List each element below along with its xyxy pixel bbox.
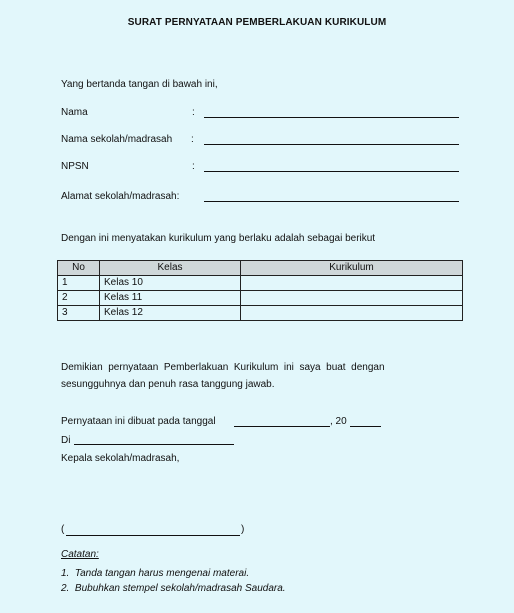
cell-kelas: Kelas 11 [100,291,241,306]
statement-text: Dengan ini menyatakan kurikulum yang berlaku adalah sebagai berikut [61,233,376,244]
date-label: Pernyataan ini dibuat pada tanggal [61,416,216,427]
column-header-kurikulum: Kurikulum [241,261,463,276]
cell-no: 2 [58,291,100,306]
field-label-nama: Nama [61,107,88,118]
cell-no: 1 [58,276,100,291]
place-line[interactable] [74,444,234,445]
signature-line[interactable] [66,535,240,536]
table-header-row [58,261,463,276]
field-line-nama[interactable] [204,117,459,118]
curriculum-table [57,260,463,321]
note-item: 1. Tanda tangan harus mengenai materai. [61,568,250,579]
cell-kelas: Kelas 12 [100,306,241,321]
column-header-no: No [58,261,100,276]
note-item: 2. Bubuhkan stempel sekolah/madrasah Saudara. [61,583,286,594]
document-title: SURAT PERNYATAAN PEMBERLAKUAN KURIKULUM [127,17,387,28]
field-label-nama-sekolah: Nama sekolah/madrasah [61,134,173,145]
cell-kurikulum[interactable] [241,276,463,291]
signature-open-paren: ( [61,524,65,535]
year-label: , 20 [330,416,347,427]
intro-text: Yang bertanda tangan di bawah ini, [61,79,218,90]
field-sep-nama: : [192,107,195,118]
signer-label: Kepala sekolah/madrasah, [61,453,180,464]
place-label: Di [61,435,71,446]
table-row [58,276,463,291]
cell-kelas: Kelas 10 [100,276,241,291]
date-line[interactable] [234,426,330,427]
cell-no: 3 [58,306,100,321]
column-header-kelas: Kelas [100,261,241,276]
field-sep-nama-sekolah: : [191,134,194,145]
cell-kurikulum[interactable] [241,291,463,306]
closing-text-line2: sesungguhnya dan penuh rasa tanggung jawab. [61,379,275,390]
field-sep-npsn: : [192,161,195,172]
field-line-npsn[interactable] [204,171,459,172]
signature-close-paren: ) [241,524,245,535]
table-row [58,291,463,306]
field-label-alamat: Alamat sekolah/madrasah: [61,191,180,202]
cell-kurikulum[interactable] [241,306,463,321]
notes-heading: Catatan: [61,549,99,560]
field-label-npsn: NPSN [61,161,89,172]
closing-text-line1: Demikian pernyataan Pemberlakuan Kurikulum ini saya buat dengan [61,362,385,373]
year-line[interactable] [350,426,381,427]
field-line-nama-sekolah[interactable] [204,144,459,145]
table-row [58,306,463,321]
field-line-alamat[interactable] [204,201,459,202]
